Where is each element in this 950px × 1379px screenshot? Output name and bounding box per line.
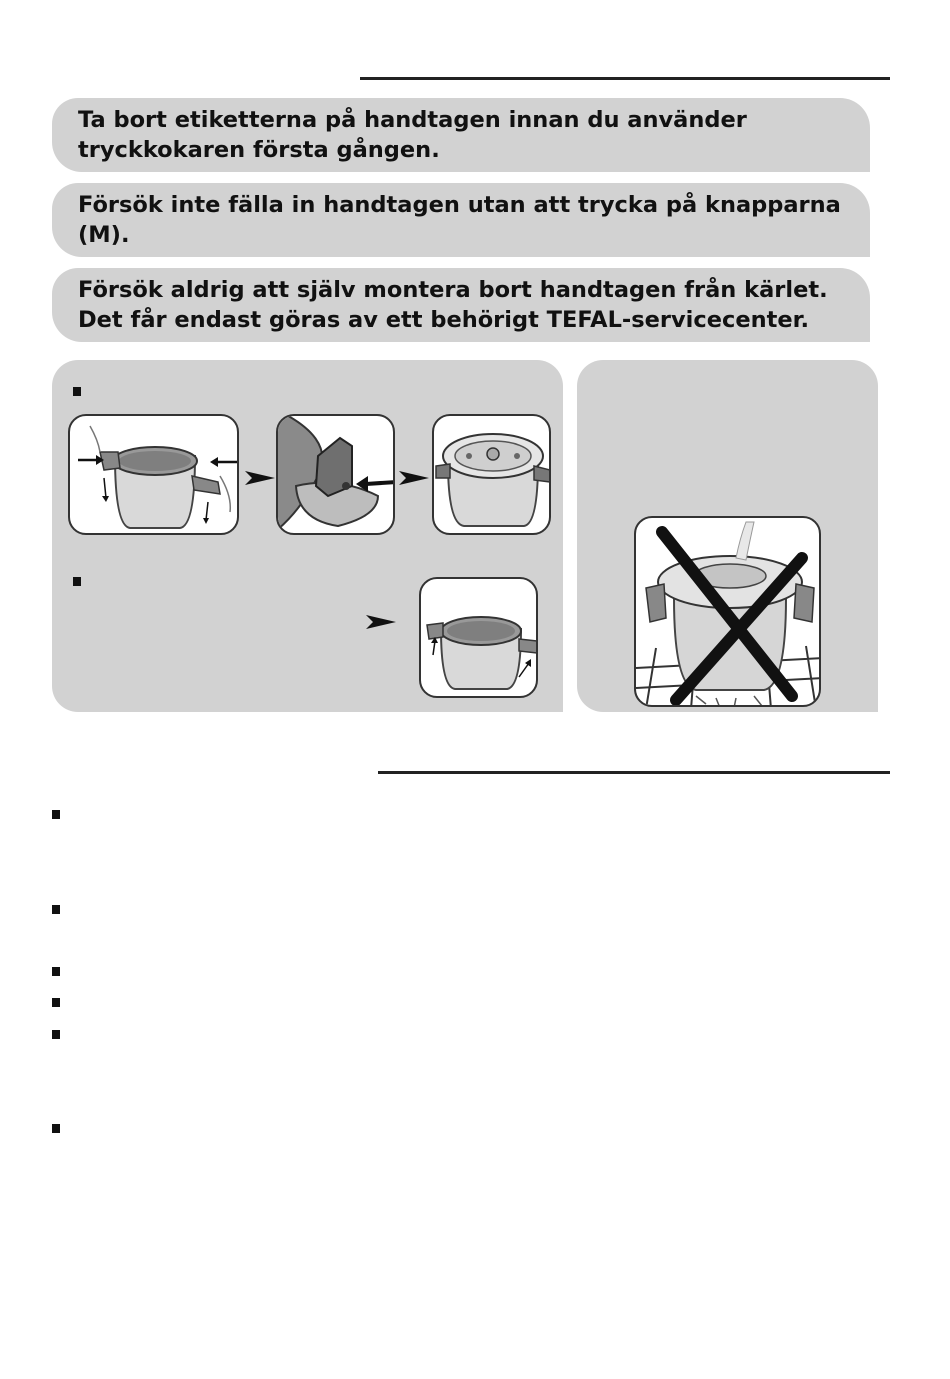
warning-banner-fold-handles bbox=[52, 183, 870, 257]
pot-with-lid-illustration bbox=[432, 414, 551, 535]
warning-text-remove-handles: Försök aldrig att själv montera bort handtagen från kärlet. Det får endast göras av ett behörigt TEFAL-servicecenter. bbox=[78, 277, 828, 333]
bullet-square-icon bbox=[52, 905, 60, 914]
bullet-square-icon bbox=[52, 810, 60, 819]
section-rule-top bbox=[360, 77, 890, 80]
section-rule-middle bbox=[378, 771, 890, 774]
arrow-right-icon bbox=[399, 470, 429, 490]
warning-banner-labels bbox=[52, 98, 870, 172]
bullet-square-icon bbox=[52, 967, 60, 976]
warning-text-labels: Ta bort etiketterna på handtagen innan du använder tryckkokaren första gången. bbox=[78, 107, 747, 163]
bullet-square-icon bbox=[52, 1124, 60, 1133]
warning-text-fold-handles: Försök inte fälla in handtagen utan att trycka på knapparna (M). bbox=[78, 192, 841, 248]
cooker-on-stove-prohibited-illustration bbox=[634, 516, 821, 707]
bullet-square-icon bbox=[52, 998, 60, 1007]
bullet-square-icon bbox=[52, 1030, 60, 1039]
arrow-right-icon bbox=[366, 614, 396, 634]
bullet-square-icon bbox=[73, 577, 81, 586]
arrow-right-icon bbox=[245, 470, 275, 490]
warning-banner-remove-handles bbox=[52, 268, 870, 342]
pot-handles-fold-illustration bbox=[68, 414, 239, 535]
handle-button-press-illustration bbox=[276, 414, 395, 535]
pot-handles-unfold-illustration bbox=[419, 577, 538, 698]
bullet-square-icon bbox=[73, 387, 81, 396]
